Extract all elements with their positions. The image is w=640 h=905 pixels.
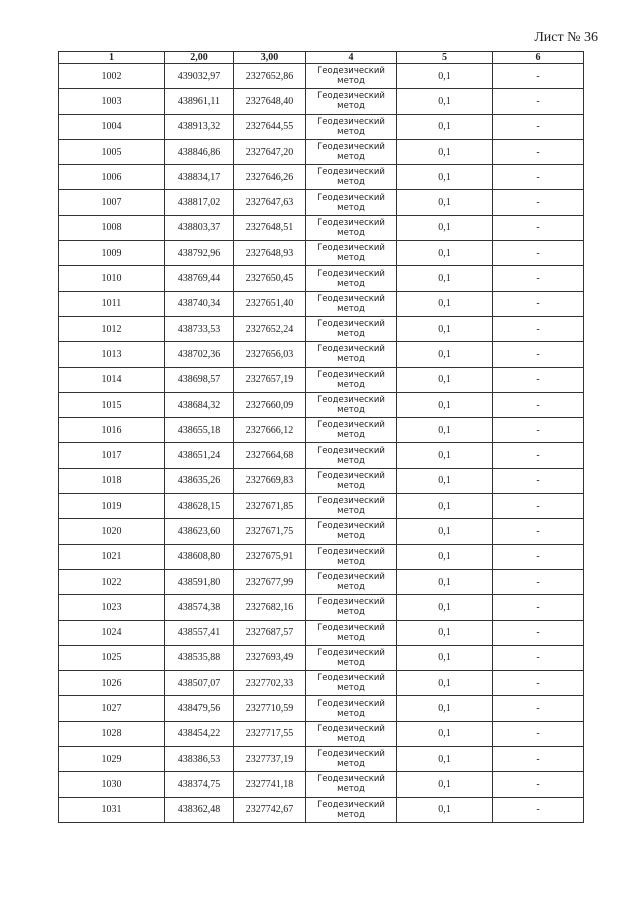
table-row (59, 342, 584, 367)
y-coordinate-cell: 2327671,85 (234, 494, 306, 519)
point-number-cell: 1030 (59, 772, 165, 797)
method-line-2: метод (337, 152, 365, 163)
y-coordinate-cell: 2327675,91 (234, 544, 306, 569)
method-line-2: метод (337, 733, 365, 744)
method-line-2: метод (337, 455, 365, 466)
method-line-2: метод (337, 329, 365, 340)
y-coordinate-cell: 2327682,16 (234, 595, 306, 620)
y-coordinate-cell: 2327651,40 (234, 291, 306, 316)
point-number-cell: 1006 (59, 165, 165, 190)
method-cell (306, 569, 397, 594)
method-line-1: Геодезический (317, 142, 385, 153)
method-line-1: Геодезический (317, 192, 385, 203)
coordinates-table (58, 51, 584, 823)
method-line-2: метод (337, 531, 365, 542)
point-number-cell: 1017 (59, 443, 165, 468)
point-number-cell: 1008 (59, 215, 165, 240)
method-cell (306, 747, 397, 772)
method-cell (306, 64, 397, 89)
method-cell (306, 215, 397, 240)
note-cell: - (493, 519, 584, 544)
table-body (59, 64, 584, 823)
table-row (59, 696, 584, 721)
method-line-2: метод (337, 759, 365, 770)
method-line-1: Геодезический (317, 395, 385, 405)
table-row (59, 569, 584, 594)
x-coordinate-cell: 438608,80 (165, 544, 234, 569)
table-row (59, 620, 584, 645)
y-coordinate-cell: 2327666,12 (234, 418, 306, 443)
table-row (59, 64, 584, 89)
x-coordinate-cell: 438507,07 (165, 671, 234, 696)
method-line-2: метод (337, 657, 365, 668)
accuracy-cell: 0,1 (397, 494, 493, 519)
method-cell (306, 595, 397, 620)
table-row (59, 418, 584, 443)
table-row (59, 747, 584, 772)
y-coordinate-cell: 2327693,49 (234, 645, 306, 670)
method-line-2: метод (337, 809, 365, 820)
table-row (59, 645, 584, 670)
note-cell: - (493, 747, 584, 772)
method-cell (306, 721, 397, 746)
note-cell: - (493, 721, 584, 746)
note-cell: - (493, 291, 584, 316)
point-number-cell: 1004 (59, 114, 165, 139)
point-number-cell: 1022 (59, 569, 165, 594)
method-cell (306, 544, 397, 569)
point-number-cell: 1011 (59, 291, 165, 316)
method-cell (306, 620, 397, 645)
method-line-2: метод (337, 556, 365, 567)
method-line-2: метод (337, 253, 365, 264)
method-line-1: Геодезический (317, 496, 385, 507)
table-row (59, 215, 584, 240)
point-number-cell: 1025 (59, 645, 165, 670)
note-cell: - (493, 342, 584, 367)
y-coordinate-cell: 2327664,68 (234, 443, 306, 468)
accuracy-cell: 0,1 (397, 696, 493, 721)
x-coordinate-cell: 438913,32 (165, 114, 234, 139)
x-coordinate-cell: 438733,53 (165, 316, 234, 341)
note-cell: - (493, 316, 584, 341)
method-cell (306, 519, 397, 544)
note-cell: - (493, 544, 584, 569)
table-row (59, 494, 584, 519)
y-coordinate-cell: 2327648,51 (234, 215, 306, 240)
y-coordinate-cell: 2327652,86 (234, 64, 306, 89)
method-line-1: Геодезический (317, 799, 385, 810)
method-line-2: метод (337, 101, 365, 112)
method-line-2: метод (337, 303, 365, 314)
method-line-1: Геодезический (317, 243, 385, 254)
y-coordinate-cell: 2327710,59 (234, 696, 306, 721)
y-coordinate-cell: 2327737,19 (234, 747, 306, 772)
accuracy-cell: 0,1 (397, 747, 493, 772)
y-coordinate-cell: 2327671,75 (234, 519, 306, 544)
table-row (59, 443, 584, 468)
note-cell: - (493, 139, 584, 164)
accuracy-cell: 0,1 (397, 772, 493, 797)
method-line-1: Геодезический (317, 319, 385, 330)
x-coordinate-cell: 438535,88 (165, 645, 234, 670)
note-cell: - (493, 241, 584, 266)
table-row (59, 114, 584, 139)
note-cell: - (493, 797, 584, 822)
point-number-cell: 1028 (59, 721, 165, 746)
y-coordinate-cell: 2327660,09 (234, 392, 306, 417)
y-coordinate-cell: 2327669,83 (234, 468, 306, 493)
accuracy-cell: 0,1 (397, 519, 493, 544)
point-number-cell: 1010 (59, 266, 165, 291)
method-line-1: Геодезический (317, 217, 385, 228)
note-cell: - (493, 266, 584, 291)
method-line-1: Геодезический (317, 344, 385, 355)
x-coordinate-cell: 438834,17 (165, 165, 234, 190)
y-coordinate-cell: 2327717,55 (234, 721, 306, 746)
x-coordinate-cell: 438623,60 (165, 519, 234, 544)
x-coordinate-cell: 438817,02 (165, 190, 234, 215)
method-line-1: Геодезический (317, 521, 385, 532)
method-cell (306, 291, 397, 316)
table-row (59, 139, 584, 164)
note-cell: - (493, 671, 584, 696)
x-coordinate-cell: 438574,38 (165, 595, 234, 620)
method-line-1: Геодезический (317, 91, 385, 102)
method-line-2: метод (337, 354, 365, 365)
accuracy-cell: 0,1 (397, 190, 493, 215)
note-cell: - (493, 367, 584, 392)
x-coordinate-cell: 438651,24 (165, 443, 234, 468)
method-line-2: метод (337, 278, 365, 289)
x-coordinate-cell: 438628,15 (165, 494, 234, 519)
note-cell: - (493, 620, 584, 645)
method-cell (306, 89, 397, 114)
x-coordinate-cell: 438769,44 (165, 266, 234, 291)
y-coordinate-cell: 2327647,63 (234, 190, 306, 215)
x-coordinate-cell: 438635,26 (165, 468, 234, 493)
method-cell (306, 367, 397, 392)
method-line-1: Геодезический (317, 749, 385, 760)
table-row (59, 316, 584, 341)
y-coordinate-cell: 2327646,26 (234, 165, 306, 190)
column-header: 6 (493, 52, 584, 64)
point-number-cell: 1009 (59, 241, 165, 266)
method-line-1: Геодезический (317, 66, 385, 77)
accuracy-cell: 0,1 (397, 645, 493, 670)
y-coordinate-cell: 2327652,24 (234, 316, 306, 341)
point-number-cell: 1020 (59, 519, 165, 544)
point-number-cell: 1012 (59, 316, 165, 341)
method-line-2: метод (337, 76, 365, 87)
accuracy-cell: 0,1 (397, 797, 493, 822)
note-cell: - (493, 645, 584, 670)
method-line-1: Геодезический (317, 597, 385, 608)
x-coordinate-cell: 438479,56 (165, 696, 234, 721)
accuracy-cell: 0,1 (397, 342, 493, 367)
table-row (59, 241, 584, 266)
method-line-1: Геодезический (317, 116, 385, 127)
x-coordinate-cell: 438655,18 (165, 418, 234, 443)
accuracy-cell: 0,1 (397, 139, 493, 164)
note-cell: - (493, 595, 584, 620)
accuracy-cell: 0,1 (397, 266, 493, 291)
y-coordinate-cell: 2327656,03 (234, 342, 306, 367)
note-cell: - (493, 89, 584, 114)
method-cell (306, 342, 397, 367)
accuracy-cell: 0,1 (397, 569, 493, 594)
x-coordinate-cell: 438374,75 (165, 772, 234, 797)
accuracy-cell: 0,1 (397, 418, 493, 443)
note-cell: - (493, 772, 584, 797)
point-number-cell: 1013 (59, 342, 165, 367)
method-line-2: метод (337, 379, 365, 390)
x-coordinate-cell: 438698,57 (165, 367, 234, 392)
table-row (59, 367, 584, 392)
point-number-cell: 1029 (59, 747, 165, 772)
method-line-1: Геодезический (317, 546, 385, 557)
method-line-2: метод (337, 430, 365, 441)
method-line-1: Геодезический (317, 420, 385, 431)
column-header: 2,00 (165, 52, 234, 64)
method-cell (306, 494, 397, 519)
accuracy-cell: 0,1 (397, 671, 493, 696)
table-row (59, 266, 584, 291)
note-cell: - (493, 64, 584, 89)
table-row (59, 721, 584, 746)
method-line-2: метод (337, 784, 365, 795)
table-row (59, 519, 584, 544)
note-cell: - (493, 114, 584, 139)
method-line-1: Геодезический (317, 470, 385, 481)
point-number-cell: 1005 (59, 139, 165, 164)
accuracy-cell: 0,1 (397, 367, 493, 392)
method-line-2: метод (337, 683, 365, 694)
point-number-cell: 1003 (59, 89, 165, 114)
y-coordinate-cell: 2327742,67 (234, 797, 306, 822)
x-coordinate-cell: 438740,34 (165, 291, 234, 316)
accuracy-cell: 0,1 (397, 64, 493, 89)
method-line-2: метод (337, 202, 365, 213)
point-number-cell: 1027 (59, 696, 165, 721)
method-cell (306, 418, 397, 443)
y-coordinate-cell: 2327650,45 (234, 266, 306, 291)
method-line-1: Геодезический (317, 268, 385, 279)
table-row (59, 772, 584, 797)
method-line-1: Геодезический (317, 572, 385, 583)
method-line-2: метод (337, 126, 365, 137)
method-line-2: метод (337, 227, 365, 238)
point-number-cell: 1016 (59, 418, 165, 443)
point-number-cell: 1019 (59, 494, 165, 519)
header-row (59, 52, 584, 64)
column-header: 5 (397, 52, 493, 64)
method-cell (306, 139, 397, 164)
x-coordinate-cell: 438557,41 (165, 620, 234, 645)
note-cell: - (493, 190, 584, 215)
method-line-2: метод (337, 582, 365, 593)
method-cell (306, 772, 397, 797)
y-coordinate-cell: 2327741,18 (234, 772, 306, 797)
point-number-cell: 1002 (59, 64, 165, 89)
x-coordinate-cell: 438961,11 (165, 89, 234, 114)
method-cell (306, 696, 397, 721)
point-number-cell: 1021 (59, 544, 165, 569)
note-cell: - (493, 443, 584, 468)
point-number-cell: 1031 (59, 797, 165, 822)
point-number-cell: 1024 (59, 620, 165, 645)
method-cell (306, 114, 397, 139)
table-row (59, 291, 584, 316)
y-coordinate-cell: 2327677,99 (234, 569, 306, 594)
x-coordinate-cell: 438591,80 (165, 569, 234, 594)
table-row (59, 468, 584, 493)
y-coordinate-cell: 2327648,93 (234, 241, 306, 266)
method-line-2: метод (337, 177, 365, 188)
x-coordinate-cell: 438846,86 (165, 139, 234, 164)
point-number-cell: 1018 (59, 468, 165, 493)
note-cell: - (493, 215, 584, 240)
note-cell: - (493, 569, 584, 594)
y-coordinate-cell: 2327702,33 (234, 671, 306, 696)
method-cell (306, 316, 397, 341)
x-coordinate-cell: 438702,36 (165, 342, 234, 367)
x-coordinate-cell: 438362,48 (165, 797, 234, 822)
accuracy-cell: 0,1 (397, 114, 493, 139)
method-line-1: Геодезический (317, 167, 385, 178)
table-row (59, 190, 584, 215)
method-cell (306, 443, 397, 468)
accuracy-cell: 0,1 (397, 291, 493, 316)
point-number-cell: 1023 (59, 595, 165, 620)
method-cell (306, 797, 397, 822)
point-number-cell: 1014 (59, 367, 165, 392)
method-cell (306, 165, 397, 190)
method-cell (306, 190, 397, 215)
accuracy-cell: 0,1 (397, 89, 493, 114)
method-line-1: Геодезический (317, 647, 385, 658)
method-line-2: метод (337, 506, 365, 517)
method-cell (306, 241, 397, 266)
table-row (59, 595, 584, 620)
note-cell: - (493, 696, 584, 721)
accuracy-cell: 0,1 (397, 721, 493, 746)
method-line-1: Геодезический (317, 673, 385, 684)
method-line-2: метод (337, 708, 365, 719)
method-cell (306, 468, 397, 493)
accuracy-cell: 0,1 (397, 620, 493, 645)
note-cell: - (493, 418, 584, 443)
note-cell: - (493, 392, 584, 417)
method-line-1: Геодезический (317, 369, 385, 380)
table-row (59, 544, 584, 569)
method-line-2: метод (337, 480, 365, 491)
x-coordinate-cell: 438386,53 (165, 747, 234, 772)
x-coordinate-cell: 439032,97 (165, 64, 234, 89)
y-coordinate-cell: 2327657,19 (234, 367, 306, 392)
method-line-1: Геодезический (317, 774, 385, 785)
method-line-1: Геодезический (317, 698, 385, 709)
accuracy-cell: 0,1 (397, 241, 493, 266)
table-row (59, 797, 584, 822)
x-coordinate-cell: 438684,32 (165, 392, 234, 417)
x-coordinate-cell: 438454,22 (165, 721, 234, 746)
method-line-1: Геодезический (317, 445, 385, 456)
y-coordinate-cell: 2327648,40 (234, 89, 306, 114)
column-header: 3,00 (234, 52, 306, 64)
x-coordinate-cell: 438792,96 (165, 241, 234, 266)
method-cell (306, 671, 397, 696)
table-row (59, 671, 584, 696)
table-row (59, 392, 584, 417)
method-cell (306, 392, 397, 417)
accuracy-cell: 0,1 (397, 544, 493, 569)
table-header (59, 52, 584, 64)
table-row (59, 89, 584, 114)
accuracy-cell: 0,1 (397, 316, 493, 341)
x-coordinate-cell: 438803,37 (165, 215, 234, 240)
table-row (59, 165, 584, 190)
sheet-number-label: Лист № 36 (534, 30, 598, 45)
accuracy-cell: 0,1 (397, 468, 493, 493)
y-coordinate-cell: 2327687,57 (234, 620, 306, 645)
method-line-2: метод (337, 607, 365, 618)
method-line-2: метод (337, 405, 365, 415)
method-cell (306, 645, 397, 670)
method-line-2: метод (337, 632, 365, 643)
note-cell: - (493, 494, 584, 519)
method-line-1: Геодезический (317, 723, 385, 734)
point-number-cell: 1026 (59, 671, 165, 696)
accuracy-cell: 0,1 (397, 443, 493, 468)
accuracy-cell: 0,1 (397, 165, 493, 190)
column-header: 1 (59, 52, 165, 64)
accuracy-cell: 0,1 (397, 392, 493, 417)
point-number-cell: 1015 (59, 392, 165, 417)
note-cell: - (493, 165, 584, 190)
method-line-1: Геодезический (317, 293, 385, 304)
point-number-cell: 1007 (59, 190, 165, 215)
accuracy-cell: 0,1 (397, 595, 493, 620)
accuracy-cell: 0,1 (397, 215, 493, 240)
y-coordinate-cell: 2327647,20 (234, 139, 306, 164)
method-cell (306, 266, 397, 291)
note-cell: - (493, 468, 584, 493)
column-header: 4 (306, 52, 397, 64)
y-coordinate-cell: 2327644,55 (234, 114, 306, 139)
method-line-1: Геодезический (317, 622, 385, 633)
